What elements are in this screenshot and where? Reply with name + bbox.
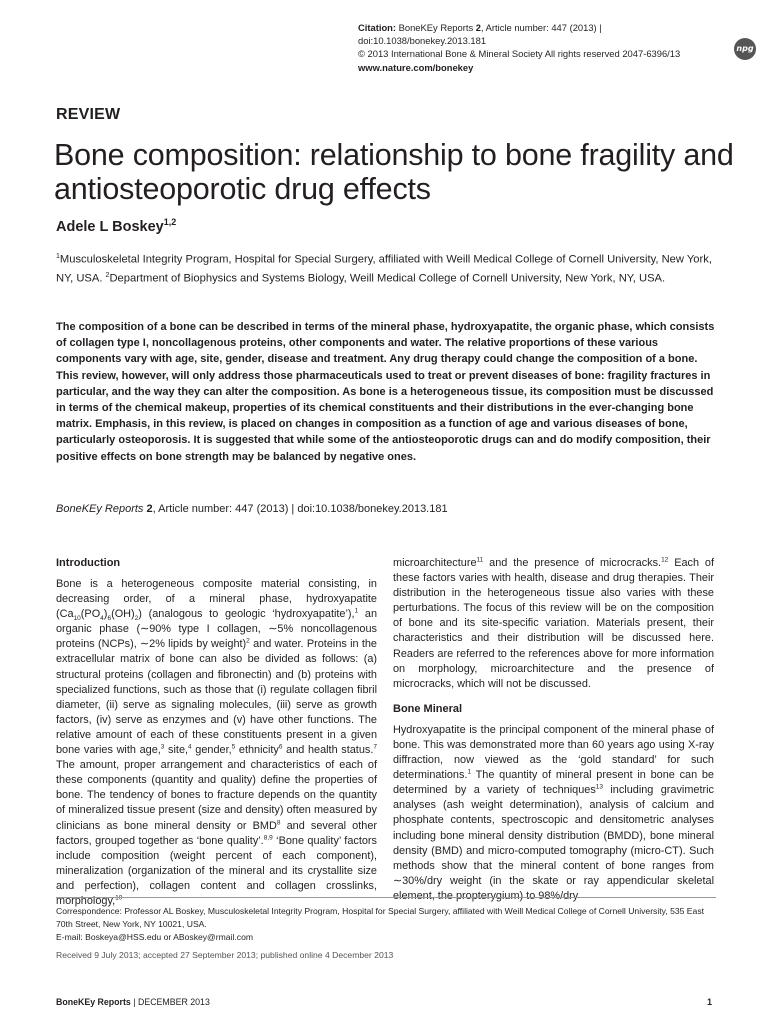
article-type: REVIEW bbox=[56, 106, 121, 123]
footnote-divider bbox=[56, 897, 716, 898]
reference-marker[interactable]: 11 bbox=[476, 556, 484, 564]
copyright-line: © 2013 International Bone & Mineral Society All rights reserved 2047-6396/13 bbox=[358, 48, 681, 60]
reference-marker[interactable]: 12 bbox=[661, 556, 669, 564]
section-heading-introduction: Introduction bbox=[56, 557, 121, 569]
body-column-right bbox=[393, 556, 714, 904]
correspondence: Correspondence: Professor AL Boskey, Musculoskeletal Integrity Program, Hospital for Special Surgery, affiliated with Weill Medical College of Cornell University, 535 East 70th Street, New York, NY 10021, USA. bbox=[56, 906, 705, 929]
reference-marker[interactable]: 3 bbox=[160, 743, 165, 751]
abstract: The composition of a bone can be described in terms of the mineral phase, hydroxyapatite, the organic phase, which consists of collagen type I, noncollagenous proteins, other components and water. The relative proportions of these various components vary with age, site, gender, disease and treatment. Any drug therapy could change the composition of a bone. This review, however, will only address those pharmaceuticals used to treat or prevent diseases of bone: fragility fractures in particular, and the way they can alter the composition. As bone is a heterogeneous tissue, its composition must be discussed in terms of the chemical makeup, properties of its chemical constituents and their distributions in the ever-changing bone matrix. Emphasis, in this review, is placed on changes in composition as a function of age and various diseases of bone, particularly osteoporosis. It is suggested that while some of the antiosteoporotic drugs can and do modify composition, their positive effects on bone strength may be balanced by negative ones. bbox=[56, 321, 715, 463]
journal-citation-rest: , Article number: 447 (2013) | doi:10.1038/bonekey.2013.181 bbox=[152, 503, 448, 515]
article-title: Bone composition: relationship to bone fragility and antiosteoporotic drug effects bbox=[54, 138, 734, 206]
journal-url[interactable]: www.nature.com/bonekey bbox=[358, 61, 474, 73]
bone-mineral-paragraph: Hydroxyapatite is the principal component of the mineral phase of bone. This was demonstrated more than 60 years ago using X-ray diffraction, now viewed as the ‘gold standard’ for such determinations.$^1$ The quantity of mineral present in bone can be determined by a variety of techniques$^{13}$ including gravimetric analyses (ash weight determination), analysis of calcium and phosphate contents, spectroscopic and densitometric analyses including bone mineral density distribution (BMDD), bone mineral density (BMD) and micro-computed tomography (micro-CT). Such methods show that the mineral content of bone ranges from ∼30%/dry weight (in the skate or ray appendicular skeletal element, the propterygium) to 98%/dry bbox=[393, 723, 714, 902]
author-affil-ref: 1,2 bbox=[163, 217, 177, 227]
reference-marker[interactable]: 2 bbox=[246, 637, 250, 645]
citation-journal: BoneKEy Reports bbox=[398, 22, 474, 33]
author-text: Adele L Boskey bbox=[56, 218, 164, 235]
footer-date: | DECEMBER 2013 bbox=[130, 997, 210, 1007]
publication-dates: Received 9 July 2013; accepted 27 September 2013; published online 4 December 2013 bbox=[56, 950, 394, 960]
affil-text: Musculoskeletal Integrity Program, Hospital for Special Surgery, affiliated with Weill Medical College of Cornell University, New York, NY, USA. bbox=[56, 253, 712, 285]
citation-block bbox=[358, 21, 728, 74]
citation-volume: 2 bbox=[475, 22, 481, 33]
section-heading-bone-mineral: Bone Mineral bbox=[393, 702, 463, 715]
reference-marker[interactable]: 4 bbox=[188, 743, 192, 751]
reference-marker[interactable]: 1 bbox=[354, 607, 359, 615]
section-spacer bbox=[393, 692, 714, 702]
author-name bbox=[56, 217, 176, 235]
affiliations bbox=[56, 249, 716, 287]
reference-marker[interactable]: 10 bbox=[115, 894, 123, 902]
affil-marker: 2 bbox=[105, 272, 110, 280]
citation-label: Citation: bbox=[358, 22, 397, 33]
email-contact[interactable]: E-mail: Boskeya@HSS.edu or ABoskey@rmail.com bbox=[56, 932, 254, 942]
body-column-left bbox=[56, 556, 377, 909]
reference-marker[interactable]: 8,9 bbox=[263, 833, 273, 841]
journal-volume: 2 bbox=[146, 503, 153, 515]
intro-paragraph: Bone is a heterogeneous composite material consisting, in decreasing order, of a mineral phase, hydroxyapatite $(Ca_{10}(PO_4)_6(OH)_2)$ (analogous to geologic ‘hydroxyapatite’),$^1$ an organic phase (∼90% type I collagen, ∼5% noncollagenous proteins (NCPs), ∼2% lipids by weight)$^2$ and water. Proteins in the extracellular matrix of bone can also be divided as follows: (a) structural proteins (collagen and fibronectin) and (b) proteins with specialized functions, such as those that (i) regulate collagen fibril diameter, (ii) serve as signaling molecules, (iii) serve as growth factors, (iv) serve as enzymes and (v) have other functions. The relative amount of each of these constituents present in a given bone varies with age,$^3$ site,$^4$ gender,$^5$ ethnicity$^6$ and health status.$^7$ The amount, proper arrangement and characteristics of each of these components (quantity and quality) define the properties of bone. The tendency of bones to fracture depends on the quantity of mineralized tissue present (size and density) often measured by clinicians as bone mineral density or BMD$^8$ and several other factors, grouped together as ‘bone quality’.$^{8,9}$ ‘Bone quality’ factors include composition (weight percent of each component), mineralization (organization of the mineral and its crystallite size and perfection), collagen content and collagen crosslinks, morphology,$^{10}$ bbox=[56, 578, 378, 907]
citation-rest: , Article number: 447 (2013) | doi:10.1038/bonekey.2013.181 bbox=[358, 22, 602, 47]
reference-marker[interactable]: 13 bbox=[595, 783, 603, 791]
journal-name: BoneKEy Reports bbox=[56, 503, 144, 515]
citation-line bbox=[358, 21, 728, 47]
journal-citation bbox=[56, 503, 448, 515]
reference-marker[interactable]: 7 bbox=[373, 743, 377, 751]
intro-paragraph-continued: microarchitecture$^{11}$ and the presence of microcracks.$^{12}$ Each of these factors varies with health, disease and drug therapies. Their distribution in the heterogeneous tissue also varies with these perturbations. The focus of this review will be on the composition of bone and its site-specific variation. Materials present, their characteristics and their distribution will be discussed here. Readers are referred to the references above for more information on morphology, microarchitecture and the presence of microcracks, which will not be discussed. bbox=[393, 556, 714, 690]
reference-marker[interactable]: 1 bbox=[467, 768, 472, 776]
reference-marker[interactable]: 6 bbox=[278, 743, 283, 751]
footnotes bbox=[56, 905, 718, 962]
affil-text: Department of Biophysics and Systems Biology, Weill Medical College of Cornell University, New York, NY, USA. bbox=[109, 272, 666, 285]
npg-logo-icon: npg bbox=[734, 38, 756, 60]
page-number: 1 bbox=[707, 997, 712, 1007]
reference-marker[interactable]: 5 bbox=[231, 743, 236, 751]
affil-marker: 1 bbox=[56, 253, 60, 260]
footer-journal: BoneKEy Reports bbox=[56, 997, 131, 1007]
reference-marker[interactable]: 8 bbox=[276, 818, 281, 826]
page-footer bbox=[56, 997, 712, 1007]
